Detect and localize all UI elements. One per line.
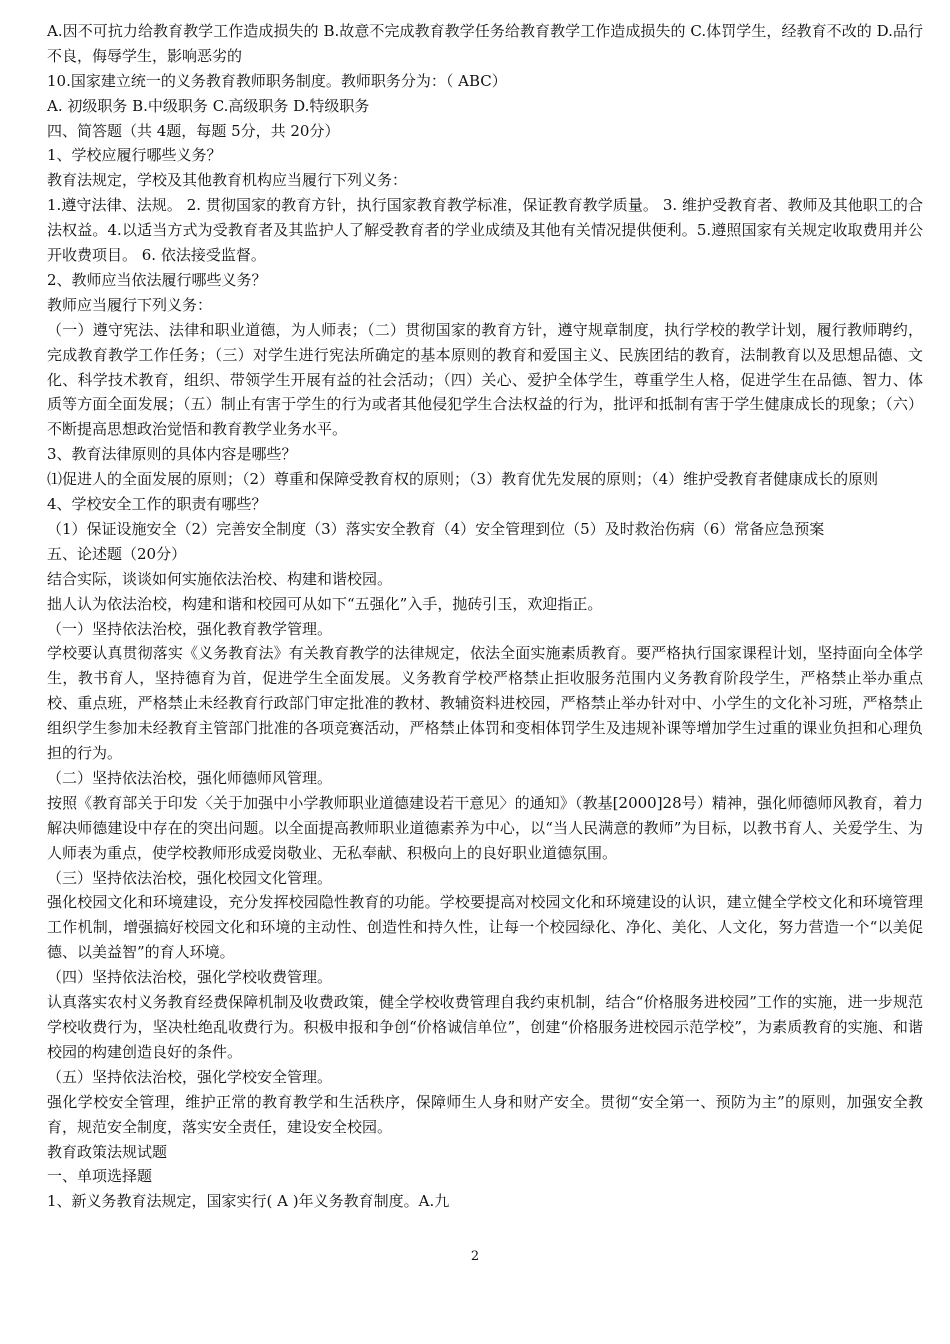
page-number: 2	[470, 1249, 480, 1264]
text-line: 1、学校应履行哪些义务？	[47, 146, 222, 165]
text-line: 2、教师应当依法履行哪些义务？	[47, 270, 267, 289]
text-line: 4、学校安全工作的职责有哪些？	[47, 495, 267, 514]
text-line: （1）保证设施安全（2）完善安全制度（3）落实安全教育（4）安全管理到位（5）及时救治伤病（6）常备应急预案	[47, 519, 825, 538]
text-line: 结合实际，谈谈如何实施依法治校、构建和谐校园。	[47, 569, 393, 588]
text-line: 五、论述题（20分）	[47, 544, 187, 563]
paragraph: 强化校园文化和环境建设，充分发挥校园隐性教育的功能。学校要提高对校园文化和环境建设的认识，建立健全学校文化和环境管理工作机制，增强搞好校园文化和环境的主动性、创造性和持久性，让每一个校园绿化、净化、美化、人文化，努力营造一个“以美促德、以美益智”的育人环境。	[47, 893, 923, 962]
text-line: （五）坚持依法治校，强化学校安全管理。	[47, 1067, 333, 1086]
paragraph: （一）遵守宪法、法律和职业道德，为人师表；（二）贯彻国家的教育方针，遵守规章制度，执行学校的教学计划，履行教师聘约，完成教育教学工作任务；（三）对学生进行宪法所确定的基本原则的教育和爱国主义、民族团结的教育，法制教育以及思想品德、文化、科学技术教育，组织、带领学生开展有益的社会活动；（四）关心、爱护全体学生，尊重学生人格，促进学生在品德、智力、体质等方面全面发展；（五）制止有害于学生的行为或者其他侵犯学生合法权益的行为，批评和抵制有害于学生健康成长的现象；（六）不断提高思想政治觉悟和教育教学业务水平。	[47, 320, 923, 439]
paragraph: 认真落实农村义务教育经费保障机制及收费政策，健全学校收费管理自我约束机制，结合“价格服务进校园”工作的实施，进一步规范学校收费行为，坚决杜绝乱收费行为。积极申报和争创“价格诚信单位”，创建“价格服务进校园示范学校”，为素质教育的实施、和谐校园的构建创造良好的条件。	[47, 993, 923, 1061]
document-page	[47, 19, 923, 1214]
text-line: 教师应当履行下列义务：	[47, 295, 213, 314]
text-line: A. 初级职务 B.中级职务 C.高级职务 D.特级职务	[47, 96, 370, 115]
paragraph: 按照《教育部关于印发〈关于加强中小学教师职业道德建设若干意见〉的通知》（教基[2000]28号）精神，强化师德师风教育，着力解决师德建设中存在的突出问题。以全面提高教师职业道德素养为中心，以“当人民满意的教师”为目标，以教书育人、关爱学生、为人师表为重点，使学校教师形成爱岗敬业、无私奉献、积极向上的良好职业道德氛围。	[47, 793, 923, 862]
text-line: 3、教育法律原则的具体内容是哪些？	[47, 445, 297, 464]
text-line: 一、单项选择题	[47, 1167, 153, 1186]
text-line: 教育法规定，学校及其他教育机构应当履行下列义务：	[47, 171, 408, 190]
paragraph: 强化学校安全管理，维护正常的教育教学和生活秩序，保障师生人身和财产安全。贯彻“安全第一、预防为主”的原则，加强安全教育，规范安全制度，落实安全责任，建设安全校园。	[47, 1092, 923, 1136]
text-line: 四、简答题（共 4题，每题 5分，共 20分）	[47, 121, 340, 140]
text-line: 1、新义务教育法规定，国家实行( A )年义务教育制度。A.九	[47, 1192, 450, 1211]
text-line: 教育政策法规试题	[47, 1142, 168, 1161]
paragraph: 学校要认真贯彻落实《义务教育法》有关教育教学的法律规定，依法全面实施素质教育。要严格执行国家课程计划，坚持面向全体学生，教书育人，坚持德育为首，促进学生全面发展。义务教育学校严格禁止拒收服务范围内义务教育阶段学生，严格禁止举办重点校、重点班，严格禁止未经教育行政部门审定批准的教材、教辅资料进校园，严格禁止举办针对中、小学生的文化补习班，严格禁止组织学生参加未经教育主管部门批准的各项竞赛活动，严格禁止体罚和变相体罚学生及违规补课等增加学生过重的课业负担和心理负担的行为。	[47, 644, 923, 763]
text-line: （三）坚持依法治校，强化校园文化管理。	[47, 868, 333, 887]
paragraph: A.因不可抗力给教育教学工作造成损失的 B.故意不完成教育教学任务给教育教学工作造成损失的 C.体罚学生，经教育不改的 D.品行不良，侮辱学生，影响恶劣的	[47, 22, 923, 65]
text-line: （二）坚持依法治校，强化师德师风管理。	[47, 768, 333, 787]
text-line: （四）坚持依法治校，强化学校收费管理。	[47, 968, 333, 987]
paragraph: 1.遵守法律、法规。 2. 贯彻国家的教育方针，执行国家教育教学标准，保证教育教学质量。 3. 维护受教育者、教师及其他职工的合法权益。4.以适当方式为受教育者及其监护人了解受教育者的学业成绩及其他有关情况提供便利。5.遵照国家有关规定收取费用并公开收费项目。 6. 依法接受监督。	[47, 196, 923, 265]
text-line: 10.国家建立统一的义务教育教师职务制度。教师职务分为：（ ABC）	[47, 71, 507, 90]
paragraph: ⑴促进人的全面发展的原则；（2）尊重和保障受教育权的原则；（3）教育优先发展的原则；（4）维护受教育者健康成长的原则	[47, 470, 879, 489]
text-line: 拙人认为依法治校，构建和谐和校园可从如下“五强化”入手，抛砖引玉，欢迎指正。	[47, 594, 603, 613]
text-line: （一）坚持依法治校，强化教育教学管理。	[47, 619, 333, 638]
